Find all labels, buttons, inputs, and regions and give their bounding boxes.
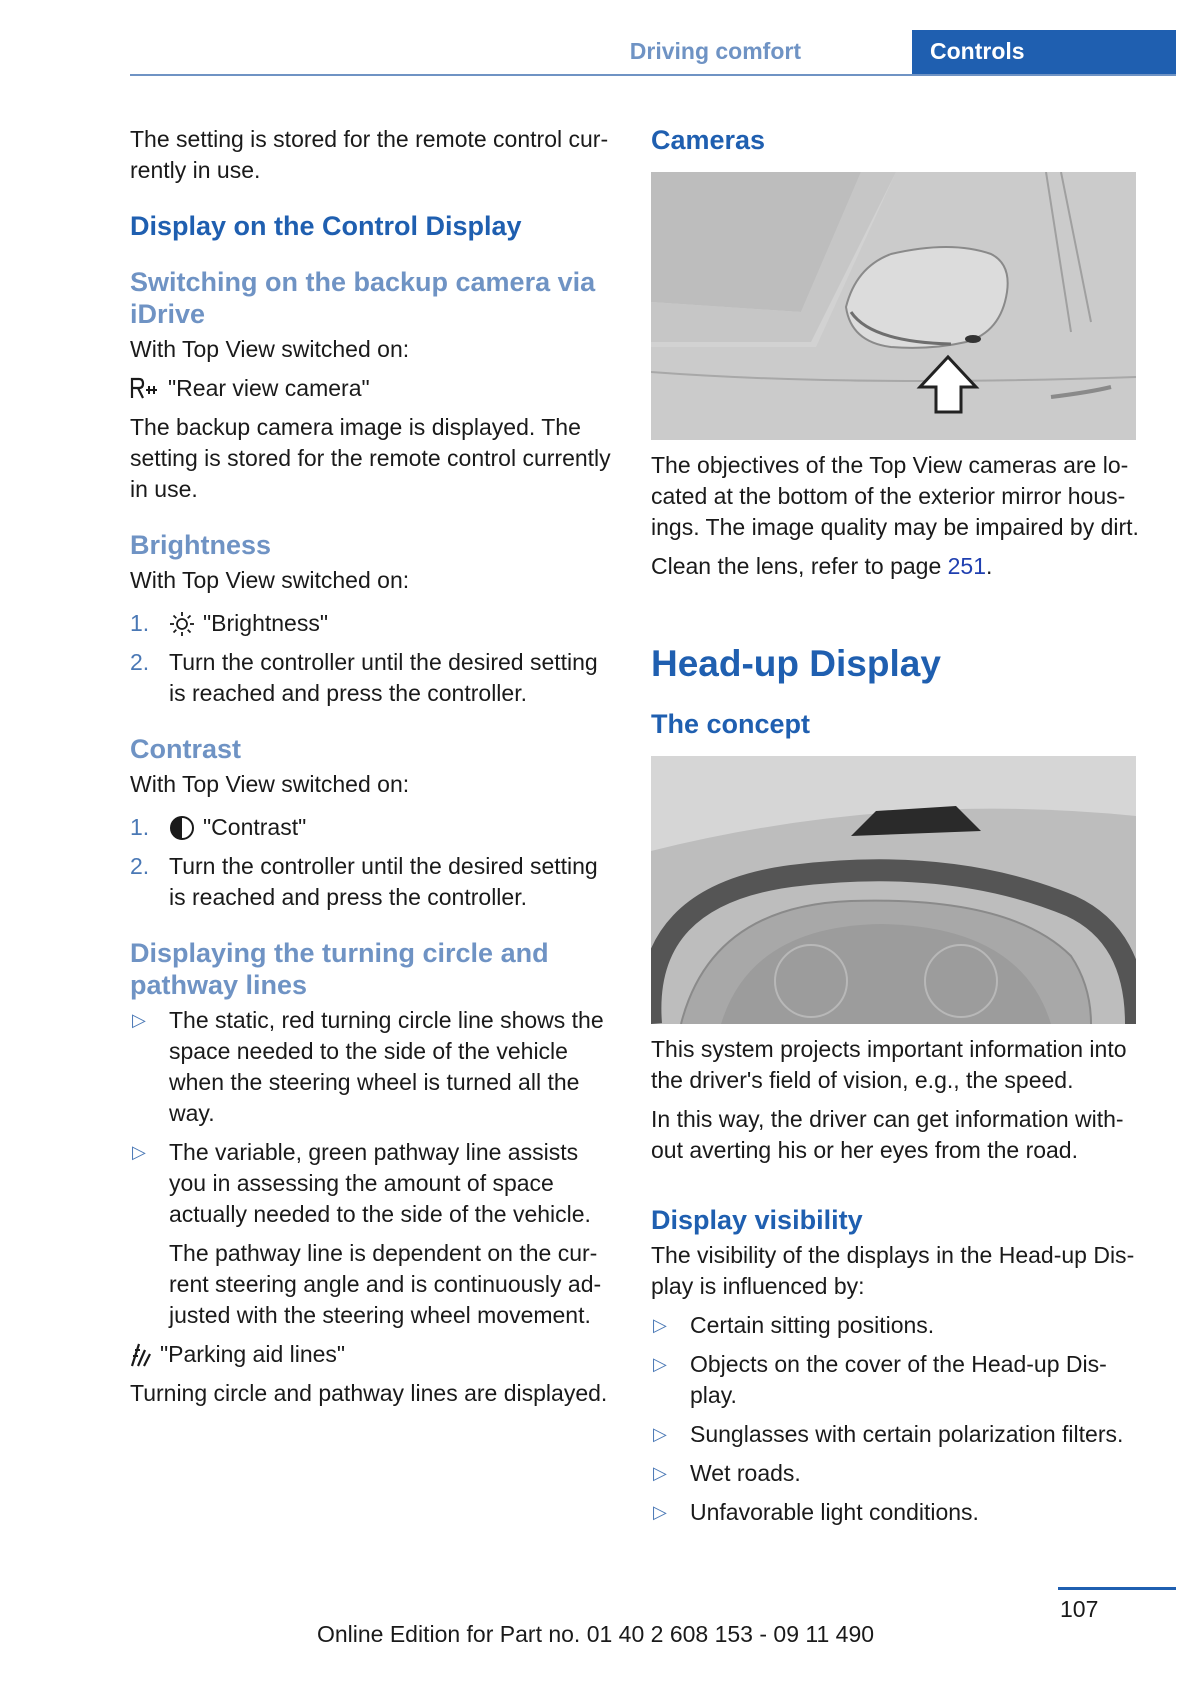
bullet-item: [651, 1497, 1139, 1528]
clean-lens-prefix: Clean the lens, refer to page: [651, 553, 948, 579]
contrast-step: [130, 812, 618, 843]
cameras-text: The objectives of the Top View cameras are located at the bottom of the exterior mirror housings. The image quality may be impaired by dirt.: [651, 452, 1139, 540]
bullet-item: [130, 1005, 618, 1129]
left-column: [130, 124, 618, 1417]
concept-text-1: This system projects important information into the driver's field of vision, e.g., the speed.: [651, 1036, 1127, 1093]
turning-circle-heading: Displaying the turning circle and pathway lines: [130, 938, 549, 1000]
clean-lens-suffix: .: [986, 553, 993, 579]
bullet-text: The variable, green pathway line assists you in assessing the amount of space actually needed to the side of the vehicle.: [169, 1139, 591, 1227]
brightness-step: [130, 608, 618, 639]
step-text: "Brightness": [203, 610, 328, 636]
bullet-text: Objects on the cover of the Head-up Display.: [690, 1351, 1107, 1408]
rear-view-camera-label: "Rear view camera": [168, 375, 370, 401]
running-header-tab: Controls: [912, 30, 1176, 76]
triangle-bullet-icon: ▷: [653, 1315, 667, 1335]
brightness-step: [130, 647, 618, 709]
pathway-note: The pathway line is dependent on the current steering angle and is continuously adjusted with the steering wheel movement.: [169, 1240, 602, 1328]
triangle-bullet-icon: ▷: [653, 1424, 667, 1444]
topview-on-text-2: With Top View switched on:: [130, 567, 410, 593]
page-number: 107: [1060, 1596, 1099, 1622]
parking-aid-lines-icon: [130, 1342, 152, 1368]
sun-icon: [169, 611, 195, 637]
intro-paragraph: The setting is stored for the remote control currently in use.: [130, 126, 609, 183]
bullet-text: The static, red turning circle line shows the space needed to the side of the vehicle when the steering wheel is turned all the way.: [169, 1007, 604, 1126]
visibility-text: The visibility of the displays in the Head-up Display is influenced by:: [651, 1242, 1135, 1299]
page-reference-link[interactable]: 251: [947, 553, 987, 579]
mirror-camera-illustration: [651, 172, 1136, 440]
bullet-text: Unfavorable light conditions.: [690, 1499, 979, 1525]
head-up-display-illustration: [651, 756, 1136, 1024]
topview-on-text-1: With Top View switched on:: [130, 336, 410, 362]
step-text: "Contrast": [203, 814, 307, 840]
bullet-item: [651, 1310, 1139, 1341]
bullet-item: [651, 1458, 1139, 1489]
contrast-step: [130, 851, 618, 913]
bullet-text: Certain sitting positions.: [690, 1312, 935, 1338]
brightness-heading: Brightness: [130, 530, 272, 560]
triangle-bullet-icon: ▷: [653, 1502, 667, 1522]
parking-aid-line: [130, 1339, 618, 1370]
rear-view-camera-icon: [130, 376, 160, 402]
concept-text-2: In this way, the driver can get information without averting his or her eyes from the road.: [651, 1106, 1124, 1163]
contrast-heading: Contrast: [130, 734, 242, 764]
cameras-heading: Cameras: [651, 125, 766, 155]
bullet-text: Sunglasses with certain polarization filters.: [690, 1421, 1124, 1447]
concept-heading: The concept: [651, 709, 811, 739]
right-column: [651, 124, 1139, 1536]
triangle-bullet-icon: ▷: [132, 1010, 146, 1030]
parking-aid-label: "Parking aid lines": [160, 1341, 346, 1367]
display-heading: Display on the Control Display: [130, 211, 522, 241]
step-number: 1.: [130, 814, 150, 840]
contrast-icon: [169, 815, 195, 841]
display-visibility-heading: Display visibility: [651, 1205, 863, 1235]
hud-heading: Head-up Display: [651, 643, 941, 684]
triangle-bullet-icon: ▷: [132, 1142, 146, 1162]
edition-footer: Online Edition for Part no. 01 40 2 608 153 - 09 11 490: [316, 1621, 875, 1647]
step-number: 2.: [130, 853, 150, 879]
clean-lens-text: [651, 551, 1139, 582]
header-rule: [130, 74, 1176, 76]
triangle-bullet-icon: ▷: [653, 1463, 667, 1483]
rear-view-camera-line: [130, 373, 618, 404]
bullet-item: [651, 1349, 1139, 1411]
step-text: Turn the controller until the desired setting is reached and press the controller.: [169, 649, 598, 706]
running-header-section: Driving comfort: [629, 38, 801, 64]
bullet-item: [651, 1419, 1139, 1450]
footer-rule: [1058, 1587, 1176, 1590]
backup-camera-text: The backup camera image is displayed. The setting is stored for the remote control currently in use.: [130, 414, 611, 502]
step-number: 2.: [130, 649, 150, 675]
backup-camera-heading: Switching on the backup camera via iDrive: [130, 267, 596, 329]
step-text: Turn the controller until the desired setting is reached and press the controller.: [169, 853, 598, 910]
triangle-bullet-icon: ▷: [653, 1354, 667, 1374]
topview-on-text-3: With Top View switched on:: [130, 771, 410, 797]
bullet-text: Wet roads.: [690, 1460, 801, 1486]
turning-result-text: Turning circle and pathway lines are displayed.: [130, 1380, 608, 1406]
bullet-item: [130, 1137, 618, 1230]
step-number: 1.: [130, 610, 150, 636]
